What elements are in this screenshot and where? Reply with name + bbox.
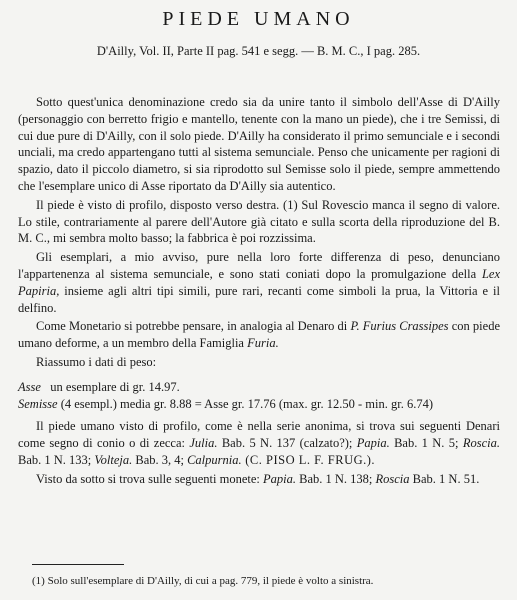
body-text <box>18 94 500 490</box>
weight-value: un esemplare di gr. 14.97. <box>50 379 180 394</box>
coin-label: Asse <box>18 379 41 394</box>
italic-text: Papia. <box>356 436 390 451</box>
italic-text: Furia. <box>247 336 279 351</box>
coin-label: Semisse <box>18 396 58 411</box>
paragraph-text: con piede umano deforme, a un membro della Famiglia <box>18 319 500 351</box>
italic-text: Julia. <box>189 436 218 451</box>
paragraph-text: Bab. 1 N. 133; <box>18 452 95 467</box>
paragraph-text: Sotto quest'unica denominazione credo sia da unire tanto il simbolo dell'Asse di D'Ailly (personaggio con berretto frigio e mantello, tenente con la mano un piede), che i tre Semissi, di cui due pure di D'Ailly, con il solo piede. D'Ailly ha considerato il primo semunciale e i secondi unciali, ma credo appartengano tutti al sistema semunciale. Penso che unicamente per ragioni di spazio, dato il piccolo diametro, si sia riprodotto sul Semisse solo il piede, sempre ammettendo che l'esemplare unico di Asse riportato da D'Ailly sia autentico. <box>18 95 500 193</box>
italic-text: Papia. <box>263 471 296 486</box>
paragraph-text: Bab. 5 N. 137 (calzato?); <box>217 436 357 451</box>
paragraph-text: (C. PISO L. F. FRUG.). <box>241 452 376 467</box>
paragraph <box>18 94 500 195</box>
paragraph-text: Il piede è visto di profilo, disposto verso destra. (1) Sul Rovescio manca il segno di valore. Lo stile, contrariamente al parere dell'Autore già citato e sulla scorta della riproduzione del B. M. C., mi sembra molto basso; la fabbrica è poi rozzissima. <box>18 197 500 246</box>
paragraph-text: Visto da sotto si trova sulle seguenti monete: <box>36 471 263 486</box>
paragraph <box>18 318 500 352</box>
weight-value: (4 esempl.) media gr. 8.88 = Asse gr. 17.76 (max. gr. 12.50 - min. gr. 6.74) <box>60 396 433 411</box>
paragraph-text: Gli esemplari, a mio avviso, pure nella loro forte differenza di peso, denunciano l'appartenenza al sistema semunciale, e sono stati coniati dopo la promulgazione della <box>18 250 500 281</box>
footnote-rule <box>32 564 124 565</box>
paragraph-text: Bab. 1 N. 5; <box>389 436 463 451</box>
weight-data-row <box>18 396 500 413</box>
paragraph <box>18 249 500 316</box>
paragraph-text: Riassumo i dati di peso: <box>36 354 157 369</box>
paragraph-text: Come Monetario si potrebbe pensare, in analogia al Denaro di <box>36 319 351 334</box>
paragraph <box>18 354 500 371</box>
paragraph <box>18 197 500 247</box>
paragraph-text: Il piede umano visto di profilo, come è nella serie anonima, si trova sui seguenti Denari come segno di conio o di zecca: <box>18 419 500 451</box>
weight-data-row <box>18 379 500 396</box>
paragraph <box>18 471 500 488</box>
italic-text: Roscia. <box>462 436 501 451</box>
italic-text: Calpurnia. <box>187 452 242 467</box>
paragraph-text: Bab. 3, 4; <box>132 452 188 467</box>
bibliographic-reference: D'Ailly, Vol. II, Parte II pag. 541 e segg. — B. M. C., I pag. 285. <box>96 44 421 58</box>
italic-text: Lex Papiria, <box>18 266 500 298</box>
paragraph-text: Bab. 1 N. 138; <box>295 471 376 486</box>
page-title: PIEDE UMANO <box>162 8 355 30</box>
italic-text: Roscia <box>375 471 410 486</box>
footnote: (1) Solo sull'esemplare di D'Ailly, di cui a pag. 779, il piede è volto a sinistra. <box>32 575 374 587</box>
italic-text: P. Furius Crassipes <box>350 319 449 334</box>
paragraph <box>18 418 500 468</box>
paragraph-text: Bab. 1 N. 51. <box>409 471 480 486</box>
italic-text: Volteja. <box>94 452 133 467</box>
paragraph-text: insieme agli altri tipi simili, pure rari, recanti come simboli la prua, la Vittoria e il delfino. <box>18 283 500 315</box>
